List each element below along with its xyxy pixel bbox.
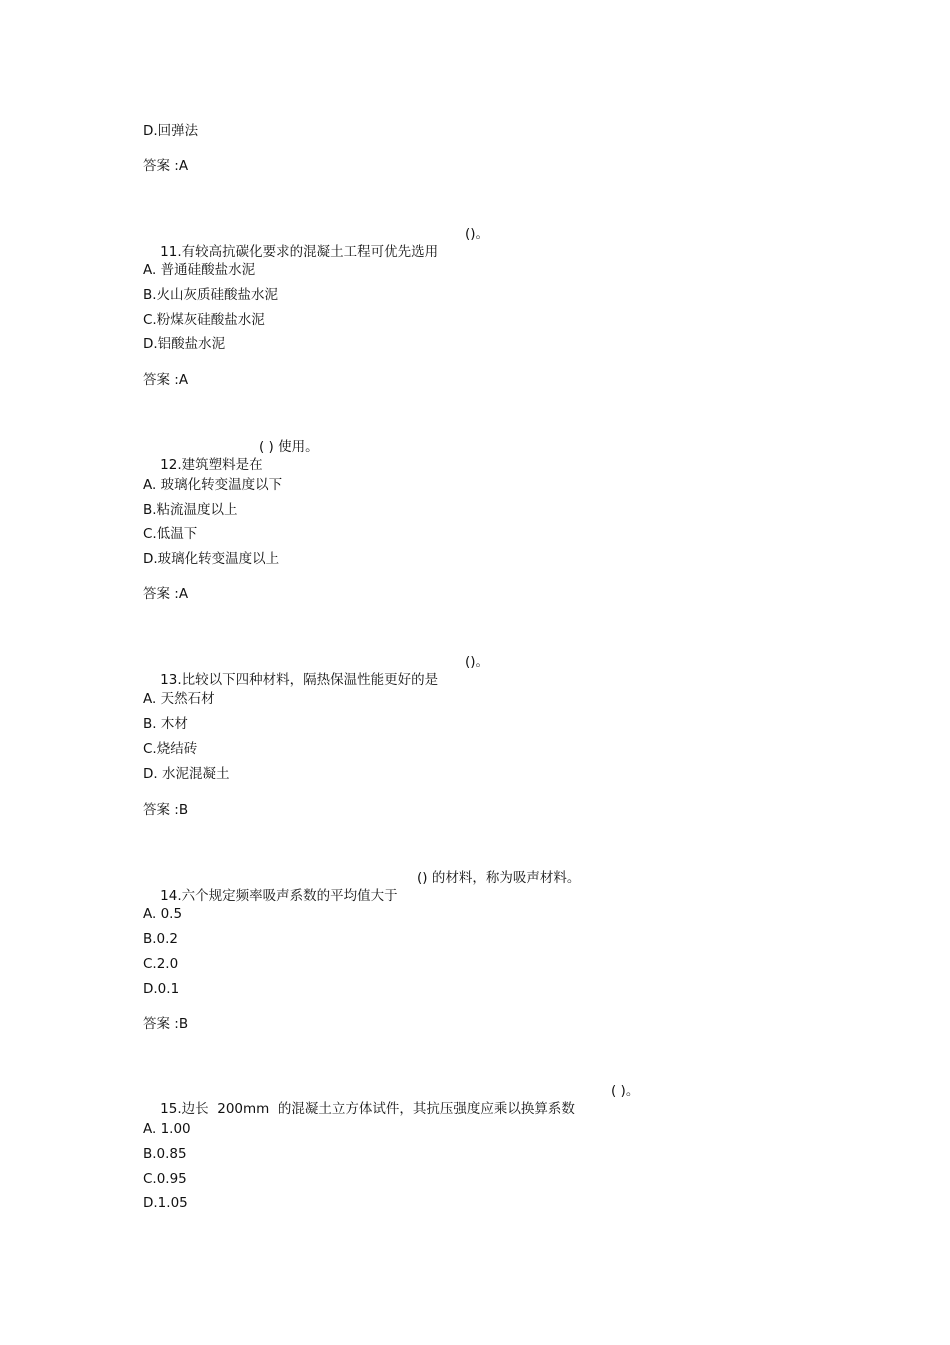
q12-stem: 12.建筑塑料是在	[160, 457, 263, 473]
q10-answer: 答案 :A	[143, 158, 189, 174]
q12-answer: 答案 :A	[143, 586, 189, 602]
q14-stem: 14.六个规定频率吸声系数的平均值大于	[160, 888, 398, 904]
q15-option-b: B.0.85	[143, 1146, 187, 1162]
q12-blank: ( ) 使用。	[259, 439, 319, 455]
q13-option-c: C.烧结砖	[143, 741, 198, 757]
q13-option-b: B. 木材	[143, 716, 188, 732]
q14-option-d: D.0.1	[143, 981, 180, 997]
q11-option-a: A. 普通硅酸盐水泥	[143, 262, 256, 278]
q13-answer: 答案 :B	[143, 802, 189, 818]
q15-blank: ( )。	[611, 1083, 640, 1099]
q13-option-d: D. 水泥混凝土	[143, 766, 230, 782]
q13-option-a: A. 天然石材	[143, 691, 215, 707]
q14-blank: () 的材料，称为吸声材料。	[417, 870, 581, 886]
q15-stem: 15.边长 200mm 的混凝土立方体试件，其抗压强度应乘以换算系数	[160, 1101, 575, 1117]
q14-answer: 答案 :B	[143, 1016, 189, 1032]
q12-option-b: B.粘流温度以上	[143, 502, 238, 518]
q15-option-c: C.0.95	[143, 1171, 187, 1187]
q12-option-a: A. 玻璃化转变温度以下	[143, 477, 283, 493]
q14-option-a: A. 0.5	[143, 906, 183, 922]
q13-blank: ()。	[465, 654, 490, 670]
q13-stem: 13.比较以下四种材料，隔热保温性能更好的是	[160, 672, 439, 688]
q11-option-d: D.铝酸盐水泥	[143, 336, 226, 352]
q11-answer: 答案 :A	[143, 372, 189, 388]
q12-option-c: C.低温下	[143, 526, 198, 542]
q11-option-c: C.粉煤灰硅酸盐水泥	[143, 312, 265, 328]
q15-stem-line	[143, 1082, 640, 1136]
q14-option-c: C.2.0	[143, 956, 179, 972]
q15-option-d: D.1.05	[143, 1195, 188, 1211]
q14-option-b: B.0.2	[143, 931, 179, 947]
q10-option-d: D.回弹法	[143, 123, 199, 139]
q11-stem: 11.有较高抗碳化要求的混凝土工程可优先选用	[160, 244, 439, 260]
q11-option-b: B.火山灰质硅酸盐水泥	[143, 287, 279, 303]
q15-option-a: A. 1.00	[143, 1121, 191, 1137]
q12-option-d: D.玻璃化转变温度以上	[143, 551, 280, 567]
q11-blank: ()。	[465, 226, 490, 242]
